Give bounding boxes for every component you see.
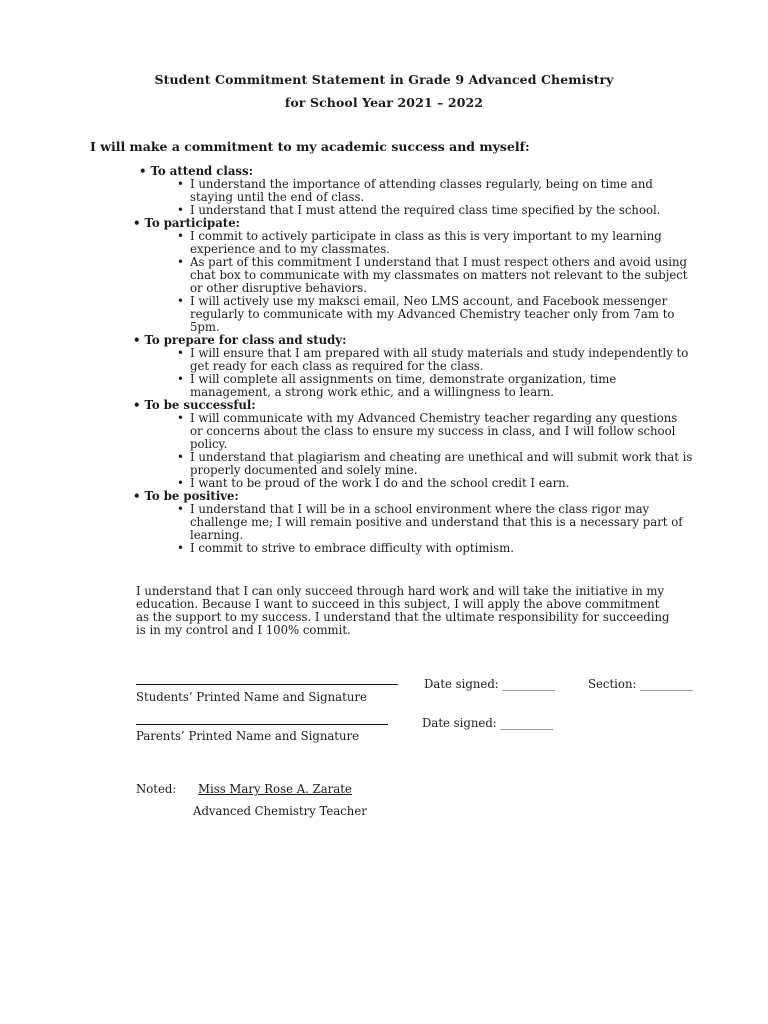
closing-statement: I understand that I can only succeed through hard work and will take the initiative in my education. Because I want to succeed in this subject, I will apply the above commitment as the support to my success. I understand that the ultimate responsibility for succeeding is in my control and I 100% commit.	[136, 584, 670, 637]
teacher-role: Advanced Chemistry Teacher	[193, 804, 367, 818]
list-item: • I will actively use my maksci email, Neo LMS account, and Facebook messenger regularly to communicate with my Advanced Chemistry teacher only from 7am to 5pm.	[177, 295, 693, 334]
noted-label: Noted:	[136, 782, 177, 796]
document-subtitle: for School Year 2021 – 2022	[284, 95, 484, 110]
parent-signature-label: Parents’ Printed Name and Signature	[136, 729, 360, 743]
section-heading-successful: • To be successful:	[133, 398, 256, 412]
list-item: • I understand that I must attend the required class time specified by the school.	[177, 204, 693, 217]
section-heading-attend: • To attend class:	[139, 164, 253, 178]
list-item: • I will ensure that I am prepared with all study materials and study independently to get ready for each class as required for the class.	[177, 347, 693, 373]
list-item: • I understand that I will be in a school environment where the class rigor may challenge me; I will remain positive and understand that this is a necessary part of learning.	[177, 503, 693, 542]
list-item: • I will communicate with my Advanced Chemistry teacher regarding any questions or concerns about the class to ensure my success in class, and I will follow school policy.	[177, 412, 693, 451]
student-signature-label: Students’ Printed Name and Signature	[136, 690, 367, 704]
section-heading-prepare: • To prepare for class and study:	[133, 333, 347, 347]
section-heading-participate: • To participate:	[133, 216, 240, 230]
list-item: • I will complete all assignments on time, demonstrate organization, time management, a strong work ethic, and a willingness to learn.	[177, 373, 693, 399]
commitment-intro: I will make a commitment to my academic success and myself:	[90, 139, 530, 154]
list-item: • I understand that plagiarism and cheating are unethical and will submit work that is properly documented and solely mine.	[177, 451, 693, 477]
list-item: • As part of this commitment I understand that I must respect others and avoid using chat box to communicate with my classmates on matters not relevant to the subject or other disruptive behaviors.	[177, 256, 693, 295]
section-heading-positive: • To be positive:	[133, 489, 239, 503]
parent-date-signed: Date signed: _________	[422, 716, 554, 730]
student-section: Section: _________	[588, 677, 693, 691]
student-signature-line	[136, 684, 398, 685]
commitment-sections	[133, 165, 693, 555]
parent-signature-line	[136, 724, 388, 725]
document-title: Student Commitment Statement in Grade 9 Advanced Chemistry	[154, 72, 614, 87]
teacher-name: Miss Mary Rose A. Zarate	[198, 782, 352, 796]
student-date-signed: Date signed: _________	[424, 677, 556, 691]
list-item: • I commit to actively participate in class as this is very important to my learning experience and to my classmates.	[177, 230, 693, 256]
list-item: • I commit to strive to embrace difficulty with optimism.	[177, 542, 693, 555]
list-item: • I understand the importance of attending classes regularly, being on time and staying until the end of class.	[177, 178, 693, 204]
list-item: • I want to be proud of the work I do and the school credit I earn.	[177, 477, 693, 490]
